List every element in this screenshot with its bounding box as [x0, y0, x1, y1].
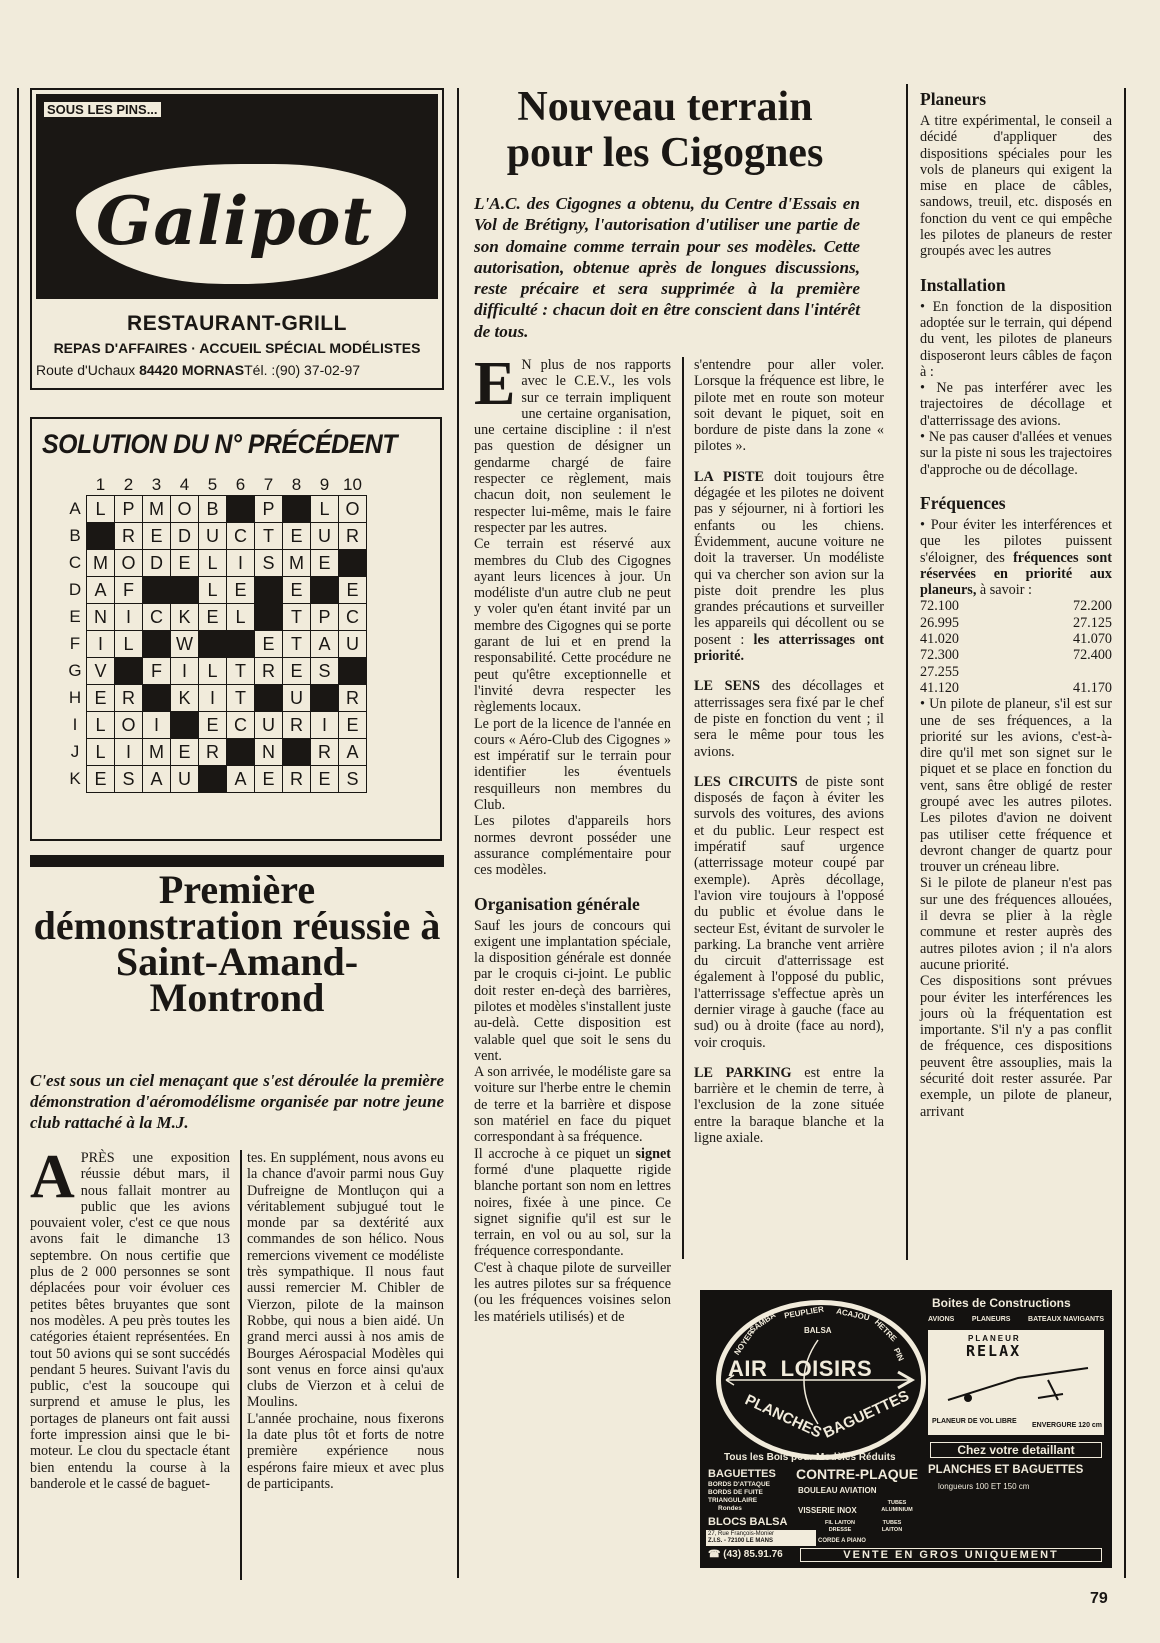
letter-cell: L — [227, 604, 255, 631]
text: Il accroche à ce piquet un — [474, 1145, 630, 1162]
column-number: 8 — [291, 475, 302, 494]
letter-cell: I — [143, 712, 171, 739]
paragraph: Ces dispositions sont prévues pour éviter les interférences les jours où la fréquentation est importante. S'il n'y a pas conflit de fréquence, ces dispositions peuvent être assouplies, mais la sécurité doit rester assurée. Par exemple, un pilote de planeur, arrivant — [920, 973, 1112, 1120]
column-number: 9 — [319, 475, 330, 494]
letter-cell: S — [311, 658, 339, 685]
letter-cell: M — [283, 550, 311, 577]
letter-cell: T — [227, 658, 255, 685]
row-letter: I — [72, 715, 78, 734]
product-item: VISSERIE INOX — [798, 1506, 857, 1515]
letter-cell: E — [171, 739, 199, 766]
letter-cell: C — [227, 712, 255, 739]
crossword-row — [64, 523, 367, 550]
product-item: TRIANGULAIRE — [708, 1497, 758, 1504]
letter-cell: E — [339, 712, 367, 739]
column-number: 1 — [95, 475, 106, 494]
text: doit toujours être dégagée et les pilotes ne doivent pas y séjourner, ni à fortiori les enfants ou les chiens. Évidemment, aucune voiture ne doit la traverser. Un modéliste qui va chercher son avion sur la piste doit prendre les plus grandes précautions et surveiller les appareils qui décollent ou se posent : — [694, 468, 884, 648]
column-rule — [1124, 88, 1126, 1578]
letter-cell: E — [199, 604, 227, 631]
black-cell — [227, 739, 255, 766]
product-heading: CONTRE-PLAQUE — [796, 1466, 919, 1482]
black-cell — [255, 604, 283, 631]
letter-cell: D — [143, 550, 171, 577]
letter-cell: A — [311, 631, 339, 658]
title-line: Nouveau terrain — [517, 84, 813, 130]
letter-cell: K — [171, 604, 199, 631]
paragraph: A son arrivée, le modéliste gare sa voiture sur l'herbe entre le chemin de terre et la barrière et dispose son matériel en face du piquet correspondant à sa fréquence. — [474, 1064, 671, 1146]
frequency-row — [920, 664, 1112, 680]
wood-label: PEUPLIER — [783, 1304, 825, 1321]
letter-cell: R — [283, 766, 311, 793]
lead-in: LE PARKING — [694, 1064, 792, 1081]
frequency-value: 72.200 — [1072, 598, 1112, 615]
letter-cell: L — [87, 712, 115, 739]
lead-in: LA PISTE — [694, 468, 764, 485]
paragraph — [694, 469, 884, 665]
drop-cap: E — [474, 350, 516, 418]
lead-in: LES CIRCUITS — [694, 773, 798, 790]
product-item: FIL LAITON DRESSE — [824, 1520, 856, 1533]
wood-label: NOYER — [732, 1328, 757, 1357]
product-item: Rondes — [718, 1505, 742, 1512]
paragraph: • Un pilote de planeur, s'il est sur une de ses fréquences, a la priorité sur les avions, c'est-à-dire qu'il met son signet sur le piquet et se place en fonction du vent, sans être obligé de rester groupé avec les autres pilotes. Les pilotes d'avion ne doivent pas utiliser cette fréquence et devront changer de quartz pour trouver un créneau libre. — [920, 696, 1112, 876]
product-list — [708, 1481, 770, 1513]
crossword-grid — [64, 475, 367, 793]
letter-cell: O — [339, 496, 367, 523]
frequency-value: 72.400 — [1072, 647, 1112, 664]
article-dek-terrain: L'A.C. des Cigognes a obtenu, du Centre d'Essais en Vol de Brétigny, l'autorisation d'utiliser une partie de son domaine comme terrain pour ses modèles. Cette autorisation, obtenue après de longues discussions, reste précaire et sera supprimée à la première difficulté : chacun doit en être conscient dans l'intérêt de tous. — [474, 194, 860, 341]
glider-icon — [938, 1360, 1098, 1410]
letter-cell: L — [199, 550, 227, 577]
wholesale-banner: VENTE EN GROS UNIQUEMENT — [800, 1548, 1102, 1562]
paragraph: tes. En supplément, nous avons eu la chance d'avoir parmi nous Guy Dufreigne de Montluçon qui a véritablement subjugué tout le monde par sa dextérité aux commandes de son hélico. Nous remercions vivement ce modéliste très sympathique. Il nous faut aussi remercier M. Chibler de Vierzon, pilote de la mainson Robbe, qui nous a bien aidé. Un grand merci aussi à nos amis de Bourges Aérospacial Modèles qui sont venus en force ainsi qu'aux clubs de Vierzon et à celui de Moulins. — [247, 1150, 444, 1411]
letter-cell: L — [199, 658, 227, 685]
page-number: 79 — [1090, 1590, 1108, 1607]
ad-illustration — [36, 94, 438, 299]
product-item: CORDE A PIANO — [818, 1538, 866, 1544]
letter-cell: A — [143, 766, 171, 793]
column-number: 3 — [151, 475, 162, 494]
column-number: 5 — [207, 475, 218, 494]
letter-cell: F — [115, 577, 143, 604]
paragraph — [694, 678, 884, 759]
section-heading: Organisation générale — [474, 893, 640, 914]
frequency-row — [920, 615, 1112, 631]
title-line: pour les Cigognes — [506, 130, 824, 176]
bow-arrow-icon — [720, 1338, 920, 1428]
letter-cell: U — [339, 631, 367, 658]
column-rule — [240, 1150, 242, 1580]
ad-tagline: SOUS LES PINS... — [44, 102, 161, 117]
letter-cell: R — [115, 685, 143, 712]
letter-cell: U — [255, 712, 283, 739]
row-letter: K — [69, 769, 81, 788]
crossword-row — [64, 712, 367, 739]
letter-cell: I — [87, 631, 115, 658]
letter-cell: A — [227, 766, 255, 793]
black-cell — [143, 577, 171, 604]
ad-address — [706, 1530, 816, 1546]
paragraph: • Ne pas interférer avec les trajectoires de décollage et d'atterrissage des avions. — [920, 380, 1112, 429]
crossword-row — [64, 496, 367, 523]
letter-cell: P — [115, 496, 143, 523]
letter-cell: R — [339, 685, 367, 712]
product-item: TUBES LAITON — [881, 1520, 903, 1533]
column-rule — [457, 88, 459, 1578]
column-number: 6 — [235, 475, 246, 494]
black-cell — [143, 685, 171, 712]
black-cell — [199, 631, 227, 658]
letter-cell: E — [143, 523, 171, 550]
column-rule — [906, 84, 908, 1260]
letter-cell: B — [199, 496, 227, 523]
black-cell — [255, 685, 283, 712]
letter-cell: E — [171, 550, 199, 577]
text: des décollages et atterrissages sera fixé par le chef de piste en fonction du vent ; il sera le même pour tous les avions. — [694, 678, 885, 760]
ad-services: REPAS D'AFFAIRES · ACCUEIL SPÉCIAL MODÉLISTES — [53, 340, 421, 356]
crossword-row — [64, 658, 367, 685]
frequency-value: 27.125 — [1072, 614, 1112, 631]
letter-cell: P — [311, 604, 339, 631]
letter-cell: U — [311, 523, 339, 550]
letter-cell: L — [87, 496, 115, 523]
article-dek-demo: C'est sous un ciel menaçant que s'est déroulée la première démonstration d'aéromodélisme organisée par notre jeune club rattaché à la M.J. — [30, 1071, 444, 1132]
wood-label: BALSA — [804, 1326, 832, 1335]
black-cell — [255, 577, 283, 604]
paragraph: PRÈS une exposition réussie début mars, il nous fallait montrer au public que les avions pouvaient voler, c'est ce que nous avons fait le dimanche 13 septembre. On nous certifie que plus de 2 000 personnes se sont déplacées pour voir évoluer ces petites bêtes bruyantes que sont nos modèles. A peu près toutes les catégories étaient représentées. En tout 50 avions qui se sont succédés pendant 5 heures. Suivant l'avis du public, c'est la soucoupe qui surprend et amuse le plus, les portages de planeurs ont fait aussi forte impression ainsi que le bi-moteur. Le clou du spectacle étant bien entendu la course à la banderole et le cassé de baguet- — [30, 1150, 230, 1492]
row-letter: F — [69, 634, 81, 653]
ad-town: 84420 MORNAS — [139, 362, 245, 378]
kit-type: BATEAUX NAVIGANTS — [1028, 1316, 1104, 1323]
section-band — [30, 855, 444, 867]
black-cell — [311, 685, 339, 712]
letter-cell: E — [311, 766, 339, 793]
text-bold: signet — [635, 1145, 671, 1162]
letter-cell: E — [283, 658, 311, 685]
article-column — [30, 1143, 230, 1492]
black-cell — [227, 631, 255, 658]
letter-cell: R — [255, 658, 283, 685]
frequency-value: 41.120 — [920, 679, 960, 696]
ad-phone — [708, 1549, 783, 1560]
text: • Pour éviter les interférences et que les pilotes puissent s'éloigner, des — [920, 516, 1112, 566]
crossword-row — [64, 577, 367, 604]
letter-cell: C — [339, 604, 367, 631]
frequency-value: 26.995 — [920, 614, 960, 631]
letter-cell: P — [255, 496, 283, 523]
letter-cell: M — [143, 739, 171, 766]
letter-cell: E — [283, 577, 311, 604]
product-heading: BLOCS BALSA — [708, 1516, 788, 1528]
frequency-value: 41.020 — [920, 631, 960, 648]
text: à savoir : — [979, 582, 1032, 599]
address-line: 27, Rue François-Monier — [708, 1531, 775, 1537]
letter-cell: I — [227, 550, 255, 577]
frequency-row — [920, 598, 1112, 614]
letter-cell: I — [115, 739, 143, 766]
arc-label: PLANCHES — [742, 1391, 825, 1442]
letter-cell: U — [199, 523, 227, 550]
brand-name — [728, 1356, 872, 1382]
letter-cell: N — [255, 739, 283, 766]
row-letter: C — [68, 553, 82, 572]
frequency-row — [920, 647, 1112, 663]
letter-cell: C — [143, 604, 171, 631]
letter-cell: A — [339, 739, 367, 766]
black-cell — [339, 550, 367, 577]
black-cell — [311, 577, 339, 604]
letter-cell: E — [87, 766, 115, 793]
article-column — [920, 88, 1112, 1120]
letter-cell: O — [171, 496, 199, 523]
letter-cell: R — [311, 739, 339, 766]
letter-cell: E — [311, 550, 339, 577]
brand-right: LOISIRS — [780, 1356, 873, 1381]
black-cell — [87, 523, 115, 550]
paragraph: L'année prochaine, nous fixerons la date plus tôt et forts de notre première expérience nous espérons faire mieux et avec plus de participants. — [247, 1410, 444, 1492]
paragraph: s'entendre pour aller voler. Lorsque la fréquence est libre, le pilote met en route son moteur soit devant le piquet, soit en bordure de piste dans la zone « pilotes ». — [694, 357, 884, 455]
row-letter: E — [69, 607, 81, 626]
frequency-row — [920, 631, 1112, 647]
restaurant-ad — [30, 88, 444, 390]
paragraph: Les pilotes d'appareils hors normes devront posséder une assurance complémentaire pour ces modèles. — [474, 813, 671, 879]
paragraph: • Ne pas causer d'allées et venues sur la piste ni sous les trajectoires d'approche ou de décollage. — [920, 429, 1112, 478]
paragraph: N plus de nos rapports avec le C.E.V., les vols sur ce terrain impliquent une certaine organisation, une certaine discipline : il n'est pas question de désigner un gendarme chargé de faire respecter ce règlement, mais chacun doit, non seulement le respecter lui-même, mais le faire respecter par les autres. — [474, 357, 671, 536]
section-heading: Planeurs — [920, 89, 987, 109]
letter-cell: R — [199, 739, 227, 766]
letter-cell: E — [255, 766, 283, 793]
text: formé d'une plaquette rigide blanche portant son nom en lettres noires, fixée à une pince. Ce signet signifie qu'il est sur le terrain, en vol ou au sol, sur la fréquence correspondante. — [474, 1161, 671, 1260]
kits-types — [928, 1316, 1104, 1323]
row-letter: H — [68, 688, 82, 707]
letter-cell: L — [199, 577, 227, 604]
brand-left: AIR — [728, 1356, 768, 1381]
paragraph: • En fonction de la disposition adoptée sur le terrain, qui dépend du vent, les pilotes de planeurs disposeront leurs câbles de façon à : — [920, 298, 1112, 380]
phone-number: (43) 85.91.76 — [723, 1549, 783, 1560]
letter-cell: E — [87, 685, 115, 712]
drop-cap: A — [30, 1143, 75, 1211]
kit-caption: ENVERGURE 120 cm — [1032, 1422, 1103, 1429]
crossword-row — [64, 631, 367, 658]
letter-cell: S — [339, 766, 367, 793]
wood-label: HETRE — [872, 1317, 899, 1344]
row-letter: J — [70, 742, 80, 761]
product-item: BORDS DE FUITE — [708, 1489, 763, 1496]
kit-name-small: PLANEUR — [968, 1334, 1021, 1343]
column-number: 7 — [263, 475, 274, 494]
letter-cell: R — [339, 523, 367, 550]
column-number: 4 — [179, 475, 190, 494]
black-cell — [115, 658, 143, 685]
column-number: 10 — [343, 475, 362, 494]
letter-cell: R — [115, 523, 143, 550]
product-heading: BAGUETTES — [708, 1468, 776, 1480]
black-cell — [199, 766, 227, 793]
column-rule — [682, 357, 684, 1259]
black-cell — [283, 739, 311, 766]
frequency-value: 72.300 — [920, 647, 960, 664]
letter-cell: U — [171, 766, 199, 793]
text: de piste sont disposés de façon à éviter les survols des voitures, des avions et du public. Leur respect est impératif sauf urgence (atterrissage moteur coupé par exemple). Après décollage, l'avion vire toujours à l'opposé du public et évolue dans le secteur Est, évitant de survoler le parking. La branche vent arrière du circuit d'atterrissage est également à l'opposé du public, l'atterrissage s'effectue après un dernier virage à gauche (face au sud) ou à droite (face au nord), voir croquis. — [694, 773, 885, 1051]
crossword-solution — [30, 417, 442, 841]
kit-name: RELAX — [966, 1342, 1022, 1360]
paragraph: Sauf les jours de concours qui exigent une implantation spéciale, la disposition générale est donnée par le croquis ci-joint. Le public doit rester en-deçà des barrières, pilotes et modèles s'installent juste au-delà. Cette disposition est valable quel que soit le sens du vent. — [474, 917, 671, 1064]
section-heading: Fréquences — [920, 492, 1006, 513]
letter-cell: L — [87, 739, 115, 766]
wood-label: PIN — [891, 1346, 906, 1363]
paragraph — [694, 774, 884, 1051]
ad-address — [36, 362, 440, 378]
frequency-value: 41.170 — [1072, 679, 1112, 696]
row-letter: B — [69, 526, 81, 545]
crossword-row — [64, 766, 367, 793]
black-cell — [143, 631, 171, 658]
letter-cell: E — [227, 577, 255, 604]
frequency-value: 41.070 — [1072, 631, 1112, 648]
wood-label: SAMBA — [748, 1310, 778, 1335]
letter-cell: I — [311, 712, 339, 739]
crossword-row — [64, 685, 367, 712]
paragraph — [474, 1146, 671, 1260]
letter-cell: I — [199, 685, 227, 712]
arc-label: BAGUETTES — [820, 1387, 912, 1442]
text: est entre la barrière et le chemin de terre, à l'exclusion de la zone située entre la baraque blanche et la ligne axiale. — [694, 1064, 885, 1147]
frequency-row — [920, 680, 1112, 696]
letter-cell: U — [283, 685, 311, 712]
kits-title: Boites de Constructions — [932, 1296, 1071, 1310]
letter-cell: T — [283, 631, 311, 658]
letter-cell: I — [171, 658, 199, 685]
article-title-terrain — [470, 84, 860, 176]
letter-cell: N — [87, 604, 115, 631]
letter-cell: S — [115, 766, 143, 793]
wood-label: ACAJOU — [835, 1306, 871, 1323]
text-bold: les atterrissages ont priorité. — [694, 631, 884, 665]
ad-type: RESTAURANT-GRILL — [127, 312, 347, 335]
kit-type: PLANEURS — [971, 1316, 1011, 1323]
paragraph: Le port de la licence de l'année en cours « Aéro-Club des Cigognes » est impératif sur le terrain pour identifier les éventuels resquilleurs non membres du Club. — [474, 715, 671, 814]
lead-in: LE SENS — [694, 678, 761, 695]
letter-cell: E — [283, 523, 311, 550]
section-heading: Installation — [920, 274, 1006, 295]
ad-tagline: Tous les Bois pour Modèles Réduits — [724, 1452, 896, 1463]
product-item: BOULEAU AVIATION — [798, 1486, 877, 1495]
text-bold: fréquences sont réservées en priorité aux planeurs, — [920, 549, 1113, 599]
row-letter: G — [68, 661, 82, 680]
letter-cell: R — [283, 712, 311, 739]
letter-cell: D — [171, 523, 199, 550]
ad-road: Route d'Uchaux — [36, 362, 136, 378]
article-column — [247, 1150, 444, 1492]
letter-cell: L — [115, 631, 143, 658]
column-rule — [17, 88, 19, 1578]
row-letter: A — [69, 499, 81, 518]
paragraph: Si le pilote de planeur n'est pas sur une des fréquences allouées, il devra se plier à la règle commune et rester auprès des autres pilotes avion ; il n'a alors aucune priorité. — [920, 875, 1112, 973]
black-cell — [339, 658, 367, 685]
article-column — [694, 357, 884, 1146]
black-cell — [283, 496, 311, 523]
row-letter: D — [68, 580, 82, 599]
letter-cell: M — [143, 496, 171, 523]
letter-cell: A — [87, 577, 115, 604]
column-number: 2 — [123, 475, 134, 494]
paragraph: Ce terrain est réservé aux membres du Club des Cigognes ayant leurs licences à jour. Un modéliste d'un autre club ne peut y voler qu'en étant invité par un membre des Cigognes qui se porte garant de lui et en prend la responsabilité. Cette procédure ne peut qu'être exceptionnelle et l'invité devra respecter les règlements locaux. — [474, 536, 671, 716]
letter-cell: O — [115, 550, 143, 577]
article-title-demo: Première démonstration réussie à Saint-Amand-Montrond — [33, 867, 441, 1020]
letter-cell: O — [115, 712, 143, 739]
letter-cell: E — [255, 631, 283, 658]
letter-cell: T — [283, 604, 311, 631]
letter-cell: T — [255, 523, 283, 550]
frequency-value: 72.100 — [920, 598, 960, 615]
crossword-row — [64, 739, 367, 766]
black-cell — [227, 496, 255, 523]
frequency-list — [920, 598, 1112, 696]
paragraph — [920, 517, 1112, 598]
phone-icon: ☎ — [708, 1549, 724, 1560]
letter-cell: W — [171, 631, 199, 658]
kit-illustration — [928, 1330, 1104, 1435]
restaurant-logo: Galipot — [96, 182, 373, 260]
black-cell — [171, 712, 199, 739]
product-item: BORDS D'ATTAQUE — [708, 1481, 770, 1488]
product-item: TUBES ALUMINIUM — [881, 1500, 913, 1513]
airloisirs-ad — [700, 1290, 1112, 1568]
letter-cell: S — [255, 550, 283, 577]
crossword-title: SOLUTION DU N° PRÉCÉDENT — [42, 429, 397, 459]
letter-cell: C — [227, 523, 255, 550]
letter-cell: F — [143, 658, 171, 685]
letter-cell: L — [311, 496, 339, 523]
crossword-row — [64, 604, 367, 631]
letter-cell: E — [339, 577, 367, 604]
black-cell — [171, 577, 199, 604]
article-column — [474, 350, 671, 1325]
paragraph: C'est à chaque pilote de surveiller les autres pilotes sur sa fréquence (ou les fréquences voisines selon les matériels utilisés) et de — [474, 1259, 671, 1325]
paragraph: A titre expérimental, le conseil a décidé d'appliquer des dispositions spéciales pour les vols de planeurs qui exigent la mise en place de câbles, sandows, treuil, etc. disposés en fonction du vent ce qui empêche les pilotes de planeurs de rester groupés avec les autres — [920, 113, 1112, 260]
letter-cell: T — [227, 685, 255, 712]
ad-phone: Tél. :(90) 37-02-97 — [244, 362, 361, 378]
letter-cell: E — [199, 712, 227, 739]
letter-cell: M — [87, 550, 115, 577]
retailer-box: Chez votre detaillant — [930, 1442, 1102, 1458]
letter-cell: I — [115, 604, 143, 631]
letter-cell: K — [171, 685, 199, 712]
product-heading: PLANCHES ET BAGUETTES — [928, 1464, 1084, 1476]
paragraph — [694, 1065, 884, 1146]
frequency-value: 27.255 — [920, 663, 960, 680]
letter-cell: V — [87, 658, 115, 685]
address-line: Z.I.S. - 72100 LE MANS — [708, 1538, 774, 1544]
kit-type: AVIONS — [928, 1316, 955, 1323]
kit-caption: PLANEUR DE VOL LIBRE — [932, 1418, 1017, 1425]
crossword-row — [64, 550, 367, 577]
product-lengths: longueurs 100 ET 150 cm — [938, 1482, 1030, 1491]
